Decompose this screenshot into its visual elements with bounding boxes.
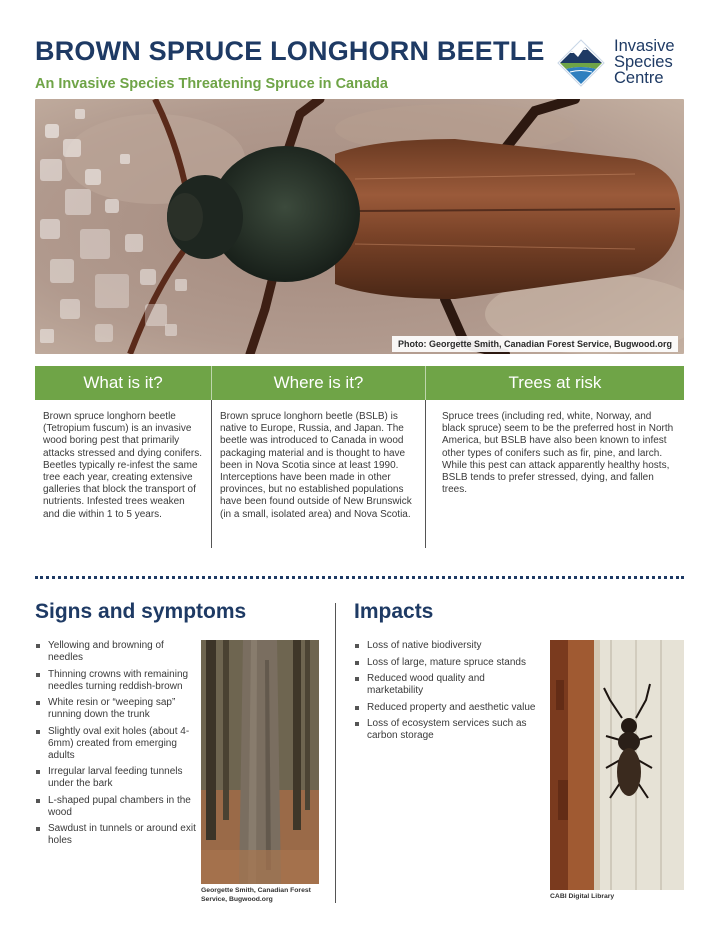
list-item: Loss of large, mature spruce stands xyxy=(354,657,542,669)
column-divider xyxy=(335,603,336,903)
signs-photo-caption: Georgette Smith, Canadian Forest Service, Bugwood.org xyxy=(201,887,311,903)
heading-where-is-it: Where is it? xyxy=(212,366,426,400)
list-item: Thinning crowns with remaining needles turning reddish-brown xyxy=(35,669,197,693)
heading-trees-at-risk: Trees at risk xyxy=(508,373,602,392)
impacts-title: Impacts xyxy=(354,600,434,623)
list-item: Loss of native biodiversity xyxy=(354,640,542,652)
list-item: Sawdust in tunnels or around exit holes xyxy=(35,823,197,847)
list-item: Reduced wood quality and marketability xyxy=(354,673,542,697)
list-item: Irregular larval feeding tunnels under the bark xyxy=(35,766,197,790)
signs-symptoms-title: Signs and symptoms xyxy=(35,600,247,623)
list-item: Loss of ecosystem services such as carbon storage xyxy=(354,718,542,742)
signs-list xyxy=(35,640,197,852)
beetle-on-bark-image xyxy=(550,640,684,890)
list-item: Slightly oval exit holes (about 4-6mm) created from emerging adults xyxy=(35,726,197,762)
list-item: White resin or “weeping sap” running down the trunk xyxy=(35,697,197,721)
logo-line-3: Centre xyxy=(614,69,664,87)
mountain-lake-logo-icon xyxy=(556,38,606,88)
invasive-species-centre-logo xyxy=(556,36,686,92)
logo-line-2: Species xyxy=(614,53,673,71)
where-is-it-text: Brown spruce longhorn beetle (BSLB) is native to Europe, Russia, and Japan. The beetle was introduced to Canada in wood packaging material and is thought to have been in Nova Scotia since at least 1990. Interceptions have been made in other provinces, but no established populations have been found outside of New Brunswick (in a small, isolated area) and Nova Scotia. xyxy=(212,400,426,548)
what-is-it-text: Brown spruce longhorn beetle (Tetropium fuscum) is an invasive wood boring pest that primarily attacks stressed and dying conifers. Beetles typically re-infest the same tree each year, creating extensive galleries that block the transport of nutrients. Infested trees weaken and die within 1 to 5 years. xyxy=(35,400,212,548)
logo-line-1: Invasive xyxy=(614,37,675,55)
tree-trunk-image xyxy=(201,640,319,884)
hero-photo-credit: Photo: Georgette Smith, Canadian Forest Service, Bugwood.org xyxy=(392,336,678,352)
section-divider xyxy=(35,576,684,579)
tree-trunk-photo xyxy=(201,640,319,884)
list-item: Yellowing and browning of needles xyxy=(35,640,197,664)
hero-beetle-photo xyxy=(35,99,684,354)
info-body-row xyxy=(35,400,684,548)
impacts-list xyxy=(354,640,542,747)
logo-wordmark xyxy=(614,38,675,86)
list-item: L-shaped pupal chambers in the wood xyxy=(35,795,197,819)
page-subtitle: An Invasive Species Threatening Spruce in Canada xyxy=(35,76,388,92)
heading-what-is-it: What is it? xyxy=(35,366,212,400)
trees-at-risk-text: Spruce trees (including red, white, Norway, and black spruce) seem to be the preferred host in North America, but BSLB have also been known to infest other types of conifers such as fir, pine, and larch. While this pest can attack apparently healthy hosts, BSLB tends to prefer stressed, dying, and fallen trees. xyxy=(442,411,674,496)
beetle-photo-image xyxy=(35,99,684,354)
list-item: Reduced property and aesthetic value xyxy=(354,702,542,714)
impacts-photo-caption: CABI Digital Library xyxy=(550,893,615,900)
beetle-on-bark-photo xyxy=(550,640,684,890)
info-header-row xyxy=(35,366,684,400)
page-title: BROWN SPRUCE LONGHORN BEETLE xyxy=(35,36,545,66)
